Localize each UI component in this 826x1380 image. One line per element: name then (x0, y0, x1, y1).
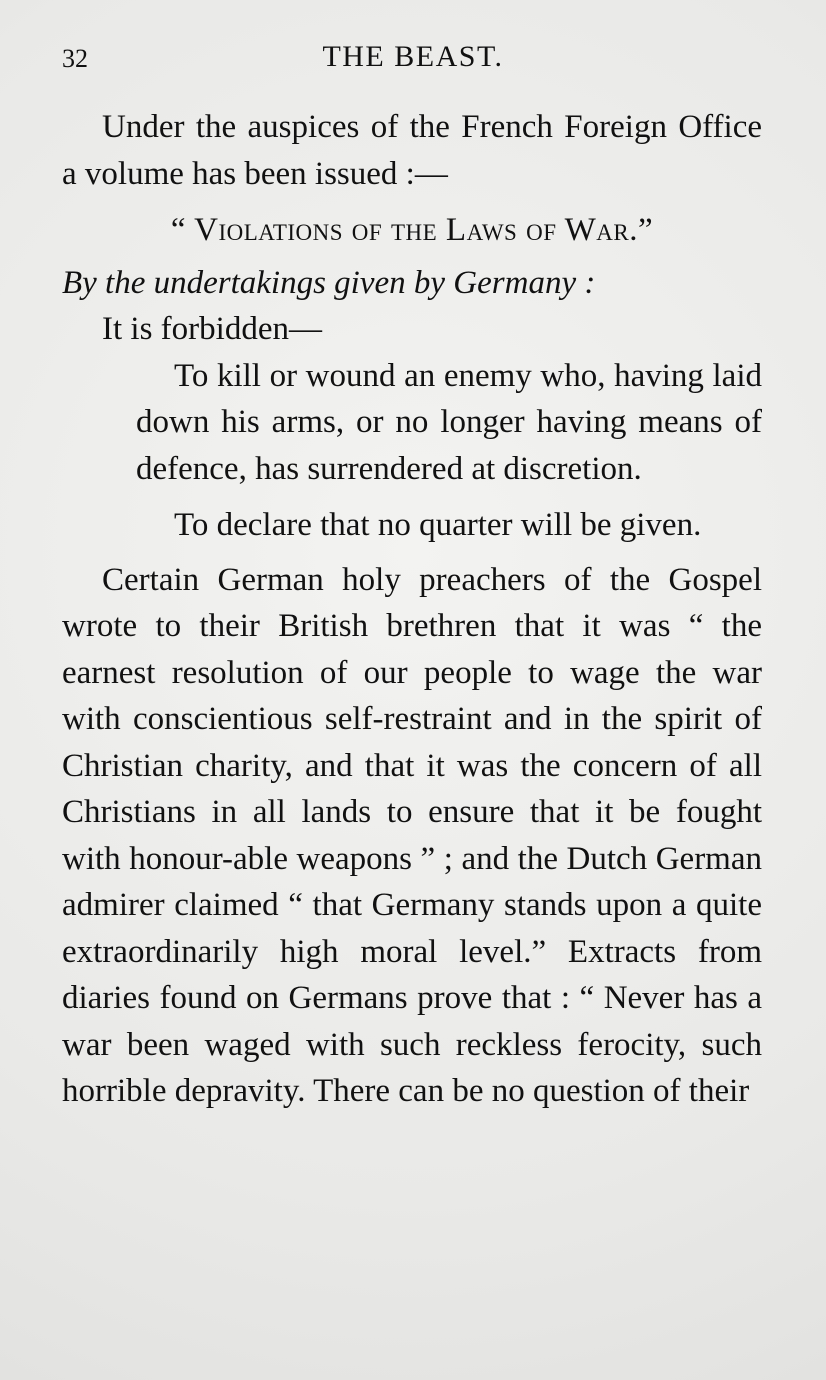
forbidden-line: It is forbidden— (102, 311, 322, 347)
intro-paragraph: Under the auspices of the French Foreign Office a volume has been issued :— (62, 109, 762, 192)
rule-kill-or-wound: To kill or wound an enemy who, having laid down his arms, or no longer having means of defence, has surrendered at discretion. (136, 357, 762, 487)
rule-no-quarter: To declare that no quarter will be given. (174, 507, 702, 543)
running-head: THE BEAST. (322, 40, 504, 73)
volume-title: “ Violations of the Laws of War.” (170, 212, 654, 248)
page-body (62, 104, 762, 1115)
page-number: 32 (62, 44, 88, 73)
main-paragraph: Certain German holy preachers of the Gospel wrote to their British brethren that it was “ the earnest resolution of our people to wage the war with conscientious self-restraint and in the spirit of Christian charity, and that it was the concern of all Christians in all lands to ensure that it be fought with honour-able weapons ” ; and the Dutch German admirer claimed “ that Germany stands upon a quite extraordinarily high moral level.” Extracts from diaries found on Germans prove that : “ Never has a war been waged with such reckless ferocity, such horrible depravity. There can be no question of their (62, 561, 762, 1109)
page-header (62, 38, 764, 82)
undertakings-line: By the undertakings given by Germany : (62, 264, 596, 301)
